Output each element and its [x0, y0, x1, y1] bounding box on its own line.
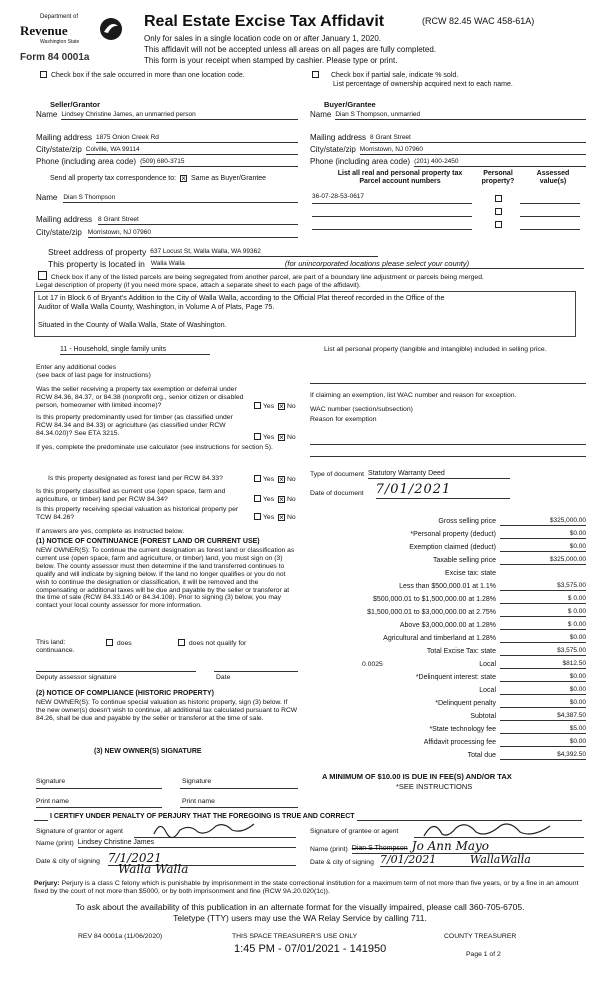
- perjury-notice: [34, 880, 586, 896]
- tax-row: [300, 695, 586, 708]
- tax-row-value[interactable]: $4,387.50: [500, 712, 586, 721]
- seller-city-field[interactable]: Colville, WA 99114: [86, 146, 298, 155]
- buyer-mailing-row: [310, 133, 586, 143]
- notice1-body: NEW OWNER(S): To continue the current designation as forest land or classification as current use (open space, farm and agriculture, or timber) land, you must sign on (3) below. The county assessor must then determine if the land transferred continues to qualify and will indicate by signing below. If the land no longer qualifies or you do not wish to continue the designation or classification, it will be removed and the compensating or additional taxes will be due and payable by the seller or transferor at the time of sale (RCW 84.33.140 or 84.34.108). Prior to signing (3) below, you may contact your local county assessor for more information.: [36, 547, 295, 610]
- tax-row-label: Total due: [467, 751, 496, 759]
- segregated-row: [36, 271, 596, 282]
- grantor-name-label: Name (print): [36, 840, 74, 848]
- q4-yes-checkbox[interactable]: [254, 495, 261, 502]
- notice2-title: (2) NOTICE OF COMPLIANCE (HISTORIC PROPERTY): [36, 690, 214, 697]
- doc-type-label: Type of document: [310, 471, 365, 479]
- personal-checkbox-3[interactable]: [495, 221, 502, 228]
- tax-row-value[interactable]: $4,392.50: [500, 751, 586, 760]
- q2-no-checkbox[interactable]: [278, 434, 285, 441]
- tax-row: [300, 721, 586, 734]
- tax-row: [300, 643, 586, 656]
- legal-label: Legal description of property (if you need more space, attach a separate sheet to each page of the affidavit).: [36, 282, 361, 289]
- seller-name-label: Name: [36, 110, 58, 119]
- tax-row-value[interactable]: $0.00: [500, 673, 586, 682]
- does-checkbox[interactable]: [106, 639, 113, 646]
- ownership-note: List percentage of ownership acquired next to each name.: [333, 81, 513, 88]
- corr-name-row: [36, 193, 298, 203]
- located-row: [48, 259, 584, 269]
- street-row: [48, 247, 378, 257]
- wa-swoosh-icon: [98, 16, 124, 42]
- header-line3: This form is your receipt when stamped by cashier. Please type or print.: [144, 56, 398, 65]
- multi-location-check-row: [38, 71, 245, 80]
- tax-row: [300, 617, 586, 630]
- multi-location-checkbox[interactable]: [40, 71, 47, 78]
- tax-row: [300, 604, 586, 617]
- tax-row-value[interactable]: $0.00: [500, 543, 586, 552]
- seller-city-row: [36, 145, 298, 155]
- dept-line2: Revenue: [20, 23, 68, 38]
- q2b-text: If yes, complete the predominate use calculator (see instructions for section 5).: [36, 444, 273, 451]
- tax-row-label: Above $3,000,000.00 at 1.28%: [399, 621, 496, 629]
- tax-row-value[interactable]: $0.00: [500, 634, 586, 643]
- tax-row-value[interactable]: $325,000.00: [500, 517, 586, 526]
- tax-row-value[interactable]: $812.50: [500, 660, 586, 669]
- tax-row-value[interactable]: $ 0.00: [500, 621, 586, 630]
- tax-row-value[interactable]: $0.00: [500, 686, 586, 695]
- q1-no-checkbox[interactable]: [278, 403, 285, 410]
- wac-number-label: WAC number (section/subsection): [310, 406, 413, 413]
- personal-heading: [476, 170, 520, 187]
- doc-date-label: Date of document: [310, 490, 364, 498]
- q5-yes-label: Yes: [263, 514, 275, 521]
- form-number: Form 84 0001a: [20, 52, 90, 63]
- treasurer-use: THIS SPACE TREASURER'S USE ONLY: [232, 933, 358, 940]
- multi-location-label: Check box if the sale occurred in more than one location code.: [50, 72, 245, 79]
- q5-answers: [252, 513, 296, 522]
- grantor-sig-label: Signature of grantor or agent: [36, 828, 123, 835]
- buyer-phone-row: [310, 157, 586, 167]
- tax-row-label: Less than $500,000.01 at 1.1%: [399, 582, 496, 590]
- corr-city-label: City/state/zip: [36, 228, 82, 237]
- does-not-checkbox[interactable]: [178, 639, 185, 646]
- use-code-field[interactable]: 11 - Household, single family units: [60, 346, 210, 355]
- correspondence-row: [50, 175, 266, 183]
- q3-answers: [252, 475, 296, 484]
- min-fee-line2: *SEE INSTRUCTIONS: [396, 782, 473, 791]
- alt-format-line2: Teletype (TTY) users may use the WA Relay Service by calling 711.: [173, 913, 427, 923]
- header-line1: Only for sales in a single location code on or after January 1, 2020.: [144, 34, 382, 43]
- deputy-sig-label: Deputy assessor signature: [36, 674, 117, 681]
- tax-row: [300, 565, 586, 578]
- tax-row-label: *Personal property (deduct): [410, 530, 496, 538]
- tax-row: [300, 708, 586, 721]
- additional-codes-line2: (see back of last page for instructions): [36, 372, 151, 380]
- grantee-signature-icon: [420, 818, 570, 840]
- grantee-print-handwritten[interactable]: Jo Ann Mayo: [412, 839, 584, 854]
- street-label: Street address of property: [48, 247, 147, 257]
- perjury-text: Perjury is a class C felony which is punishable by imprisonment in the state correctional institution for a maximum term of not more than five years, or by a fine in an amount fixed by the court of not more than $5000, or by both imprisonment and fine (RCW 9A.20.020(1c)).: [34, 880, 579, 896]
- buyer-phone-label: Phone (including area code): [310, 157, 411, 166]
- tax-row-label: Local: [479, 660, 496, 668]
- grantee-city-field[interactable]: WallaWalla: [470, 853, 584, 867]
- grantor-city-field[interactable]: Walla Walla: [118, 862, 189, 876]
- rcw-reference: (RCW 82.45 WAC 458-61A): [422, 16, 535, 26]
- this-land-label: This land:: [36, 639, 66, 646]
- tax-row-value[interactable]: $ 0.00: [500, 608, 586, 617]
- q1-text: Was the seller receiving a property tax exemption or deferral under RCW 84.36, 84.37, or 84.38 (nonprofit org., senior citizen or disabled person, homeowner with limited income)?: [36, 386, 244, 410]
- buyer-mailing-field[interactable]: 8 Grant Street: [370, 134, 586, 143]
- doc-date-field[interactable]: 7/01/2021: [376, 482, 510, 499]
- county-treasurer: COUNTY TREASURER: [444, 933, 517, 940]
- q3-yes-checkbox[interactable]: [254, 475, 261, 482]
- tax-row-label: Local: [479, 686, 496, 694]
- tax-row-value[interactable]: $3,575.00: [500, 582, 586, 591]
- tax-row-label: *Delinquent penalty: [435, 699, 496, 707]
- seller-name-field[interactable]: Lindsey Christine James, an unmarried person: [61, 111, 298, 120]
- treasurer-stamp: 1:45 PM - 07/01/2021 - 141950: [234, 943, 387, 955]
- q3-no-checkbox[interactable]: [278, 476, 285, 483]
- legal-line1: Lot 17 in Block 6 of Bryant's Addition to the City of Walla Walla, according to the Official Plat thereof recorded in the Office of the: [38, 293, 445, 302]
- grantee-date-label: Date & city of signing: [310, 859, 374, 867]
- dor-logo: [10, 12, 128, 64]
- q4-no-label: No: [286, 496, 296, 503]
- legal-description-box[interactable]: [34, 291, 576, 337]
- tax-row-label: $500,000.01 to $1,500,000.00 at 1.28%: [373, 595, 496, 603]
- corr-mailing-field[interactable]: 8 Grant Street: [98, 216, 298, 225]
- q2-answers: [252, 433, 296, 442]
- tax-row: [300, 630, 586, 643]
- grantee-date-row: [310, 853, 584, 867]
- grantee-sig-label: Signature of grantee or agent: [310, 828, 399, 835]
- partial-sale-check-row: [310, 71, 458, 80]
- parcel-heading-line2: Parcel account numbers: [359, 178, 441, 186]
- form-title: Real Estate Excise Tax Affidavit: [144, 13, 385, 30]
- corr-name-label: Name: [36, 193, 58, 202]
- q2-yes-checkbox[interactable]: [254, 433, 261, 440]
- q4-no-checkbox[interactable]: [278, 496, 285, 503]
- tax-row-label: *Delinquent interest: state: [415, 673, 496, 681]
- legal-line2: Auditor of Walla Walla County, Washington, in Volume A of Plats, Page 75.: [38, 301, 275, 311]
- tax-row-label: Agricultural and timberland at 1.28%: [383, 634, 496, 642]
- min-fee-line1: A MINIMUM OF $10.00 IS DUE IN FEE(S) AND/OR TAX: [322, 772, 512, 781]
- assessed-heading-line1: Assessed: [536, 170, 570, 177]
- tax-row: [300, 513, 586, 526]
- q5-no-checkbox[interactable]: [278, 514, 285, 521]
- tax-row: [300, 552, 586, 565]
- personal-list-label: List all personal property (tangible and intangible) included in selling price.: [324, 346, 547, 353]
- grantor-name-field[interactable]: Lindsey Christine James: [78, 839, 296, 848]
- tax-row-label: Total Excise Tax: state: [426, 647, 496, 655]
- tax-row: [300, 578, 586, 591]
- if-yes-note: If answers are yes, complete as instructed below.: [36, 528, 185, 535]
- q2-no-label: No: [286, 434, 296, 441]
- tax-row-value[interactable]: $325,000.00: [500, 556, 586, 565]
- personal-heading-line2: property?: [481, 178, 515, 186]
- buyer-phone-field[interactable]: (201) 400-2450: [414, 158, 586, 167]
- q3-text: Is this property designated as forest land per RCW 84.33?: [48, 475, 223, 482]
- wac-claim-label: If claiming an exemption, list WAC number and reason for exception.: [310, 392, 517, 399]
- tax-table: [300, 513, 586, 760]
- q1-yes-label: Yes: [263, 403, 275, 410]
- dept-line3: Washington State: [40, 39, 80, 45]
- tax-row: [300, 656, 586, 669]
- buyer-mailing-label: Mailing address: [310, 133, 367, 142]
- segregated-checkbox[interactable]: [38, 271, 47, 280]
- located-field[interactable]: Walla Walla: [151, 260, 281, 269]
- dept-line1: Department of: [40, 14, 79, 20]
- q5-yes-checkbox[interactable]: [254, 513, 261, 520]
- new-owner-sig-heading: (3) NEW OWNER(S) SIGNATURE: [94, 748, 202, 755]
- seller-mailing-row: [36, 133, 298, 143]
- tax-row-label: Excise tax: state: [445, 569, 496, 577]
- tax-row-label: $1,500,000.01 to $3,000,000.00 at 2.75%: [367, 608, 496, 616]
- personal-checkbox-1[interactable]: [495, 195, 502, 202]
- tax-row: [300, 526, 586, 539]
- tax-row: [300, 669, 586, 682]
- corr-name-field[interactable]: Dian S Thompson: [63, 194, 298, 203]
- unincorporated-note: (for unincorporated locations please select your county): [281, 259, 584, 269]
- header-line2: This affidavit will not be accepted unless all areas on all pages are fully completed.: [144, 45, 437, 54]
- buyer-heading: Buyer/Grantee: [324, 100, 376, 109]
- q4-yes-label: Yes: [263, 496, 275, 503]
- buyer-name-row: [310, 110, 586, 120]
- grantee-name-field[interactable]: Dian S Thompson: [352, 845, 412, 854]
- does-not-label: does not qualify for: [188, 640, 247, 647]
- corr-mailing-row: [36, 215, 298, 225]
- tax-row-label: Affidavit processing fee: [423, 738, 496, 746]
- rev-number: REV 84 0001a (11/06/2020): [78, 933, 163, 940]
- deputy-date-label: Date: [216, 674, 231, 681]
- q2-text: Is this property predominantly used for timber (as classified under RCW 84.34 and 84.33) or agriculture (as classified under RCW 84.34.020)? See ETA 3215.: [36, 414, 233, 438]
- q1-answers: [252, 402, 296, 411]
- tax-row-label: *State technology fee: [429, 725, 496, 733]
- same-as-buyer-checkbox[interactable]: [180, 175, 187, 182]
- reason-label: Reason for exemption: [310, 416, 377, 423]
- parcel-number-field[interactable]: 36-07-28-53-0617: [312, 193, 365, 200]
- seller-phone-row: [36, 157, 298, 167]
- additional-codes-line1: Enter any additional codes: [36, 364, 117, 371]
- page-number: Page 1 of 2: [466, 951, 501, 958]
- q2-yes-label: Yes: [263, 434, 275, 441]
- buyer-city-label: City/state/zip: [310, 145, 356, 154]
- owner-sig-2-label: Signature: [182, 778, 212, 785]
- grantor-date-label: Date & city of signing: [36, 858, 100, 866]
- assessed-heading: [528, 170, 578, 187]
- partial-sale-label: Check box if partial sale, indicate % sold.: [330, 72, 459, 79]
- grantee-name-label: Name (print): [310, 846, 348, 854]
- this-land: [36, 639, 106, 655]
- doc-type-field[interactable]: Statutory Warranty Deed: [368, 470, 510, 479]
- additional-codes: [36, 364, 151, 380]
- does-option: [104, 639, 132, 648]
- doc-date-row: [310, 482, 510, 499]
- personal-heading-line1: Personal: [483, 170, 513, 177]
- tax-row: [300, 682, 586, 695]
- seller-mailing-label: Mailing address: [36, 133, 93, 142]
- seller-heading: Seller/Grantor: [50, 100, 101, 109]
- q1-yes-checkbox[interactable]: [254, 402, 261, 409]
- tax-row: [300, 747, 586, 760]
- buyer-city-row: [310, 145, 586, 155]
- buyer-city-field[interactable]: Morristown, NJ 07960: [360, 146, 586, 155]
- tax-row: [300, 734, 586, 747]
- segregated-label: Check box if any of the listed parcels are being segregated from another parcel, are part of a boundary line adjustment or parcels being merged.: [50, 274, 484, 281]
- q4-text: Is this property classified as current use (open space, farm and agriculture, or timber) land per RCW 84.34?: [36, 488, 226, 504]
- grantee-date-field[interactable]: 7/01/2021: [380, 853, 470, 867]
- grantor-signature-icon: [150, 818, 270, 840]
- q5-no-label: No: [286, 514, 296, 521]
- owner-print-2-label: Print name: [182, 798, 215, 805]
- owner-sig-1-label: Signature: [36, 778, 66, 785]
- q3-yes-label: Yes: [263, 476, 275, 483]
- same-as-buyer-label: Same as Buyer/Grantee: [190, 175, 267, 182]
- tax-row-value[interactable]: $0.00: [500, 699, 586, 708]
- certify-heading: I CERTIFY UNDER PENALTY OF PERJURY THAT THE FOREGOING IS TRUE AND CORRECT: [50, 813, 355, 820]
- tax-row: [300, 539, 586, 552]
- tax-row-label: Gross selling price: [438, 517, 496, 525]
- owner-print-1-label: Print name: [36, 798, 69, 805]
- grantor-date-field[interactable]: 7/1/2021: [108, 851, 296, 866]
- tax-row-label: Subtotal: [470, 712, 496, 720]
- tax-row-value[interactable]: $ 0.00: [500, 595, 586, 604]
- q1-no-label: No: [286, 403, 296, 410]
- parcel-heading-line1: List all real and personal property tax: [337, 170, 463, 177]
- assessed-heading-line2: value(s): [539, 178, 567, 186]
- perjury-label: Perjury:: [34, 880, 60, 887]
- tax-row-value[interactable]: $0.00: [500, 530, 586, 539]
- notice1-title: (1) NOTICE OF CONTINUANCE (FOREST LAND OR CURRENT USE): [36, 538, 260, 545]
- located-label: This property is located in: [48, 259, 145, 269]
- tax-row-label: Taxable selling price: [432, 556, 496, 564]
- personal-checkbox-2[interactable]: [495, 208, 502, 215]
- seller-mailing-field[interactable]: 1875 Onion Creek Rd: [96, 134, 298, 143]
- continuance-label: continuance.: [36, 647, 75, 655]
- partial-sale-checkbox[interactable]: [312, 71, 319, 78]
- local-rate: 0.0025: [362, 660, 383, 668]
- does-label: does: [116, 640, 132, 647]
- alt-format-line1: To ask about the availability of this publication in an alternate format for the visually impaired, please call 360-705-6705.: [75, 902, 525, 912]
- corr-city-field[interactable]: Morristown, NJ 07960: [88, 229, 298, 238]
- notice2-body: NEW OWNER(S): To continue special valuation as historic property, sign (3) below. If the new owner(s) doesn't wish to continue, all additional tax calculated pursuant to RCW 84.26, shall be due and payable by the seller or transferor at the time of sale.: [36, 699, 298, 722]
- q3-no-label: No: [286, 476, 296, 483]
- grantor-name-row: [36, 839, 296, 848]
- tax-row: [300, 591, 586, 604]
- q4-answers: [252, 495, 296, 504]
- tax-row-value[interactable]: $5.00: [500, 725, 586, 734]
- does-not-option: [176, 639, 246, 648]
- tax-row-label: Exemption claimed (deduct): [409, 543, 496, 551]
- buyer-name-field[interactable]: Dian S Thompson, unmarried: [335, 111, 586, 120]
- seller-phone-label: Phone (including area code): [36, 157, 137, 166]
- tax-row-value[interactable]: $0.00: [500, 738, 586, 747]
- doc-type-row: [310, 470, 510, 479]
- tax-row-value[interactable]: $3,575.00: [500, 647, 586, 656]
- seller-city-label: City/state/zip: [36, 145, 82, 154]
- seller-phone-field[interactable]: (509) 680-3715: [140, 158, 298, 167]
- buyer-name-label: Name: [310, 110, 332, 119]
- correspondence-label: Send all property tax correspondence to:: [50, 175, 177, 182]
- seller-name-row: [36, 110, 298, 120]
- q5-text: Is this property receiving special valuation as historical property per TCW 84.26?: [36, 506, 239, 522]
- corr-mailing-label: Mailing address: [36, 215, 93, 224]
- corr-city-row: [36, 228, 298, 238]
- legal-line3: Situated in the County of Walla Walla, State of Washington.: [38, 320, 227, 330]
- street-field[interactable]: 637 Locust St, Walla Walla, WA 99362: [150, 248, 378, 257]
- parcel-heading: [320, 170, 480, 187]
